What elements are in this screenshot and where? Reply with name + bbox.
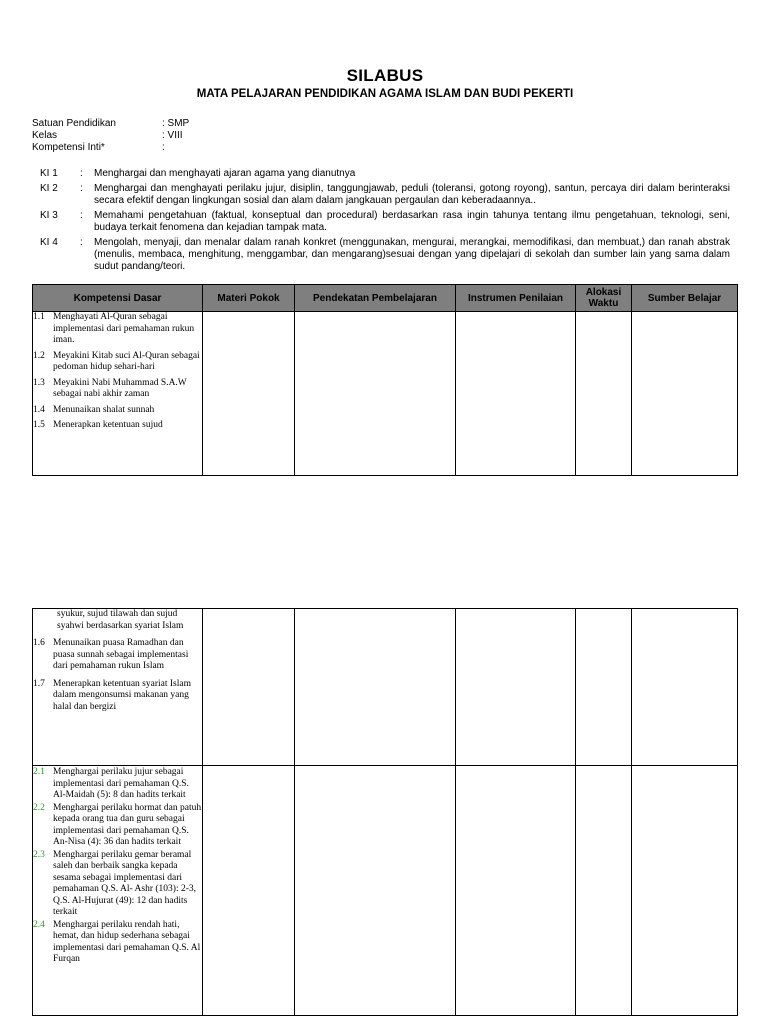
info-row-ki [32,142,189,154]
kd-cell [33,312,203,476]
table-header-row [33,285,738,312]
kd-text: Menghargai perilaku rendah hati, hemat, dan hidup sederhana sebagai implementasi dari pemahaman Q.S. Al Furqan [53,919,201,964]
ki-item [40,237,730,273]
kd-number: 1.2 [33,350,45,361]
info-value: : VIII [162,130,183,141]
syllabus-table-page2 [32,608,738,1016]
kompetensi-inti-list [40,168,730,276]
info-label: Kompetensi Inti* [32,142,105,153]
table-row [33,609,738,766]
kd-item [33,920,202,966]
ki-colon: : [80,210,83,221]
kd-text: Menunaikan shalat sunnah [53,404,155,415]
info-label: Satuan Pendidikan [32,118,116,129]
alokasi-cell [576,766,632,1016]
kd-text: Meyakini Kitab suci Al-Quran sebagai pedoman hidup sehari-hari [53,350,200,372]
sumber-cell [632,609,738,766]
instrumen-cell [456,312,576,476]
ki-item [40,168,730,180]
ki-colon: : [80,237,83,248]
materi-cell [203,766,295,1016]
info-row-satuan [32,118,189,130]
kd-cell [33,766,203,1016]
kd-text: Menghargai perilaku hormat dan patuh kepada orang tua dan guru sebagai implementasi dari pemahaman Q.S. An-Nisa (4): 36 dan hadits terkait [53,802,202,847]
ki-text: Mengolah, menyaji, dan menalar dalam ranah konkret (menggunakan, mengurai, merangkai, memodifikasi, dan membuat,) dan ranah abstrak (menulis, membaca, menghitung, menggambar, dan mengarang)sesuai dengan yang dipelajari di sekolah dan sumber lain yang sama dalam sudut pandang/teori. [94,237,730,272]
materi-cell [203,609,295,766]
ki-colon: : [80,168,83,179]
pendekatan-cell [295,609,456,766]
table-row [33,766,738,1016]
instrumen-cell [456,609,576,766]
ki-code: KI 4 [40,237,58,248]
ki-item [40,210,730,234]
header-materi-pokok: Materi Pokok [203,285,295,312]
kd-text: Menghargai perilaku jujur sebagai implementasi dari pemahaman Q.S. Al-Maidah (5): 8 dan hadits terkait [53,767,189,800]
kd-number: 2.2 [33,802,45,813]
info-row-kelas [32,130,189,142]
kd-continuation-text: syukur, sujud tilawah dan sujud syahwi berdasarkan syariat Islam [57,609,184,631]
kd-item [33,378,202,401]
info-value: : SMP [162,118,190,129]
school-info [32,118,189,154]
header-alokasi-waktu: Alokasi Waktu [576,285,632,312]
ki-colon: : [80,183,83,194]
kd-item [33,312,202,347]
kd-cell [33,609,203,766]
kd-number: 2.3 [33,849,45,860]
kd-number: 1.5 [33,420,45,430]
kd-item [33,351,202,374]
kd-item [33,679,202,714]
ki-code: KI 1 [40,168,58,179]
kd-text: Menunaikan puasa Ramadhan dan puasa sunnah sebagai implementasi dari pemahaman rukun Islam [53,638,189,671]
header-kompetensi-dasar: Kompetensi Dasar [33,285,203,312]
kd-item [33,803,202,849]
ki-code: KI 3 [40,210,58,221]
kd-text: Menghargai perilaku gemar beramal saleh dan berbaik sangka kepada sesama sebagai implementasi dari pemahaman Q.S. Al- Ashr (103): 2-3, Q.S. Al-Hujurat (49): 12 dan hadits terkait [53,849,197,917]
kd-number: 1.7 [33,678,45,689]
kd-number: 1.4 [33,404,45,415]
ki-text: Menghargai dan menghayati ajaran agama yang dianutnya [94,168,356,179]
kd-text: Menerapkan ketentuan sujud [53,420,163,430]
ki-text: Memahami pengetahuan (faktual, konseptual dan procedural) berdasarkan rasa ingin tahunya tentang ilmu pengetahuan, teknologi, seni, budaya terkait fenomena dan kejadian tampak mata. [94,210,730,233]
kd-item [33,850,202,919]
ki-text: Menghargai dan menghayati perilaku jujur, disiplin, tanggungjawab, peduli (toleransi, gotong royong), santun, percaya diri dalam berinteraksi secara efektif dengan lingkungan sosial dan alam dalam jangkauan pergaulan dan keberadaannya.. [94,183,730,206]
kd-item [33,420,202,432]
kd-text: Menghayati Al-Quran sebagai implementasi dari pemahaman rukun iman. [53,312,195,345]
instrumen-cell [456,766,576,1016]
info-label: Kelas [32,130,58,141]
document-title: SILABUS [346,66,424,85]
pendekatan-cell [295,312,456,476]
materi-cell [203,312,295,476]
kd-number: 2.1 [33,767,45,777]
sumber-cell [632,312,738,476]
header-instrumen: Instrumen Penilaian [456,285,576,312]
kd-number: 1.3 [33,377,45,388]
kd-item [33,767,202,802]
header-sumber-belajar: Sumber Belajar [632,285,738,312]
ki-item [40,183,730,207]
document-subtitle: MATA PELAJARAN PENDIDIKAN AGAMA ISLAM DAN BUDI PEKERTI [196,88,574,100]
kd-item [33,638,202,673]
ki-code: KI 2 [40,183,58,194]
alokasi-cell [576,312,632,476]
kd-item [33,405,202,417]
sumber-cell [632,766,738,1016]
kd-number: 1.6 [33,638,45,648]
table-row [33,312,738,476]
kd-text: Menerapkan ketentuan syariat Islam dalam mengonsumsi makanan yang halal dan bergizi [53,678,191,712]
kd-text: Meyakini Nabi Muhammad S.A.W sebagai nabi akhir zaman [53,377,187,399]
kd-number: 2.4 [33,919,45,930]
info-value: : [162,142,165,153]
kd-number: 1.1 [33,312,45,322]
syllabus-table-page1 [32,284,738,476]
pendekatan-cell [295,766,456,1016]
header-pendekatan: Pendekatan Pembelajaran [295,285,456,312]
alokasi-cell [576,609,632,766]
